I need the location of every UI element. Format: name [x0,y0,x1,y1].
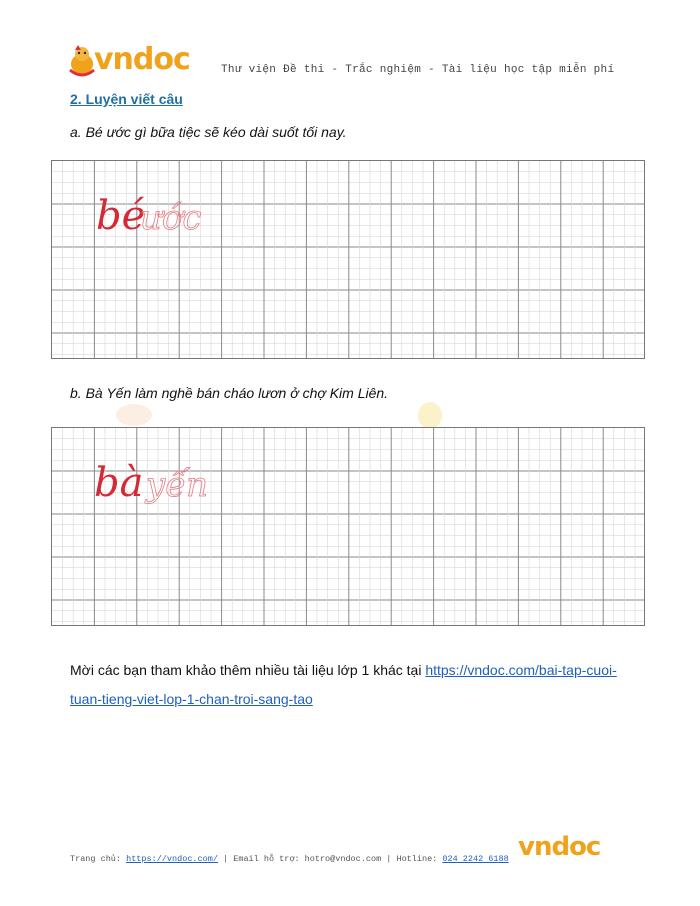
sample-bold-word: bà [94,460,144,506]
handwriting-sample-a [52,161,644,358]
footer-note-text: Mời các bạn tham khảo thêm nhiều tài liệu lớp 1 khác tại [70,662,426,678]
footer-email-label: | Email hỗ trợ: hotro@vndoc.com | Hotline: [217,854,443,864]
writing-grid-b[interactable] [51,427,645,626]
footer-note [70,656,630,714]
watermark-lamp [418,402,442,428]
exercise-b-sentence: b. Bà Yến làm nghề bán cháo lươn ở chợ Kim Liên. [70,385,389,401]
footer-hotline[interactable]: 024 2242 6188 [442,854,509,864]
sample-trace-word: ước [140,198,202,238]
footer-logo: vndoc [518,832,601,862]
watermark-mascot [116,404,152,426]
mascot-icon [68,44,96,78]
footer-home-link[interactable]: https://vndoc.com/ [126,854,218,864]
sample-bold-word: bé [96,193,146,239]
exercise-a-sentence: a. Bé ước gì bữa tiệc sẽ kéo dài suốt tối nay. [70,124,347,140]
header-tagline: Thư viện Đề thi - Trắc nghiệm - Tài liệu học tập miễn phí [221,64,615,76]
footer-home-label: Trang chủ: [70,854,127,864]
vndoc-logo [68,40,208,80]
handwriting-sample-b [52,428,644,625]
logo-wordmark: vndoc [94,42,190,77]
sample-trace-word: yến [146,465,209,505]
page-footer [70,854,509,864]
writing-grid-a[interactable] [51,160,645,359]
section-heading: 2. Luyện viết câu [70,91,183,107]
footer-note-link[interactable]: https://vndoc.com/bai-tap-cuoi-tuan-tieng-viet-lop-1-chan-troi-sang-tao [70,662,617,707]
